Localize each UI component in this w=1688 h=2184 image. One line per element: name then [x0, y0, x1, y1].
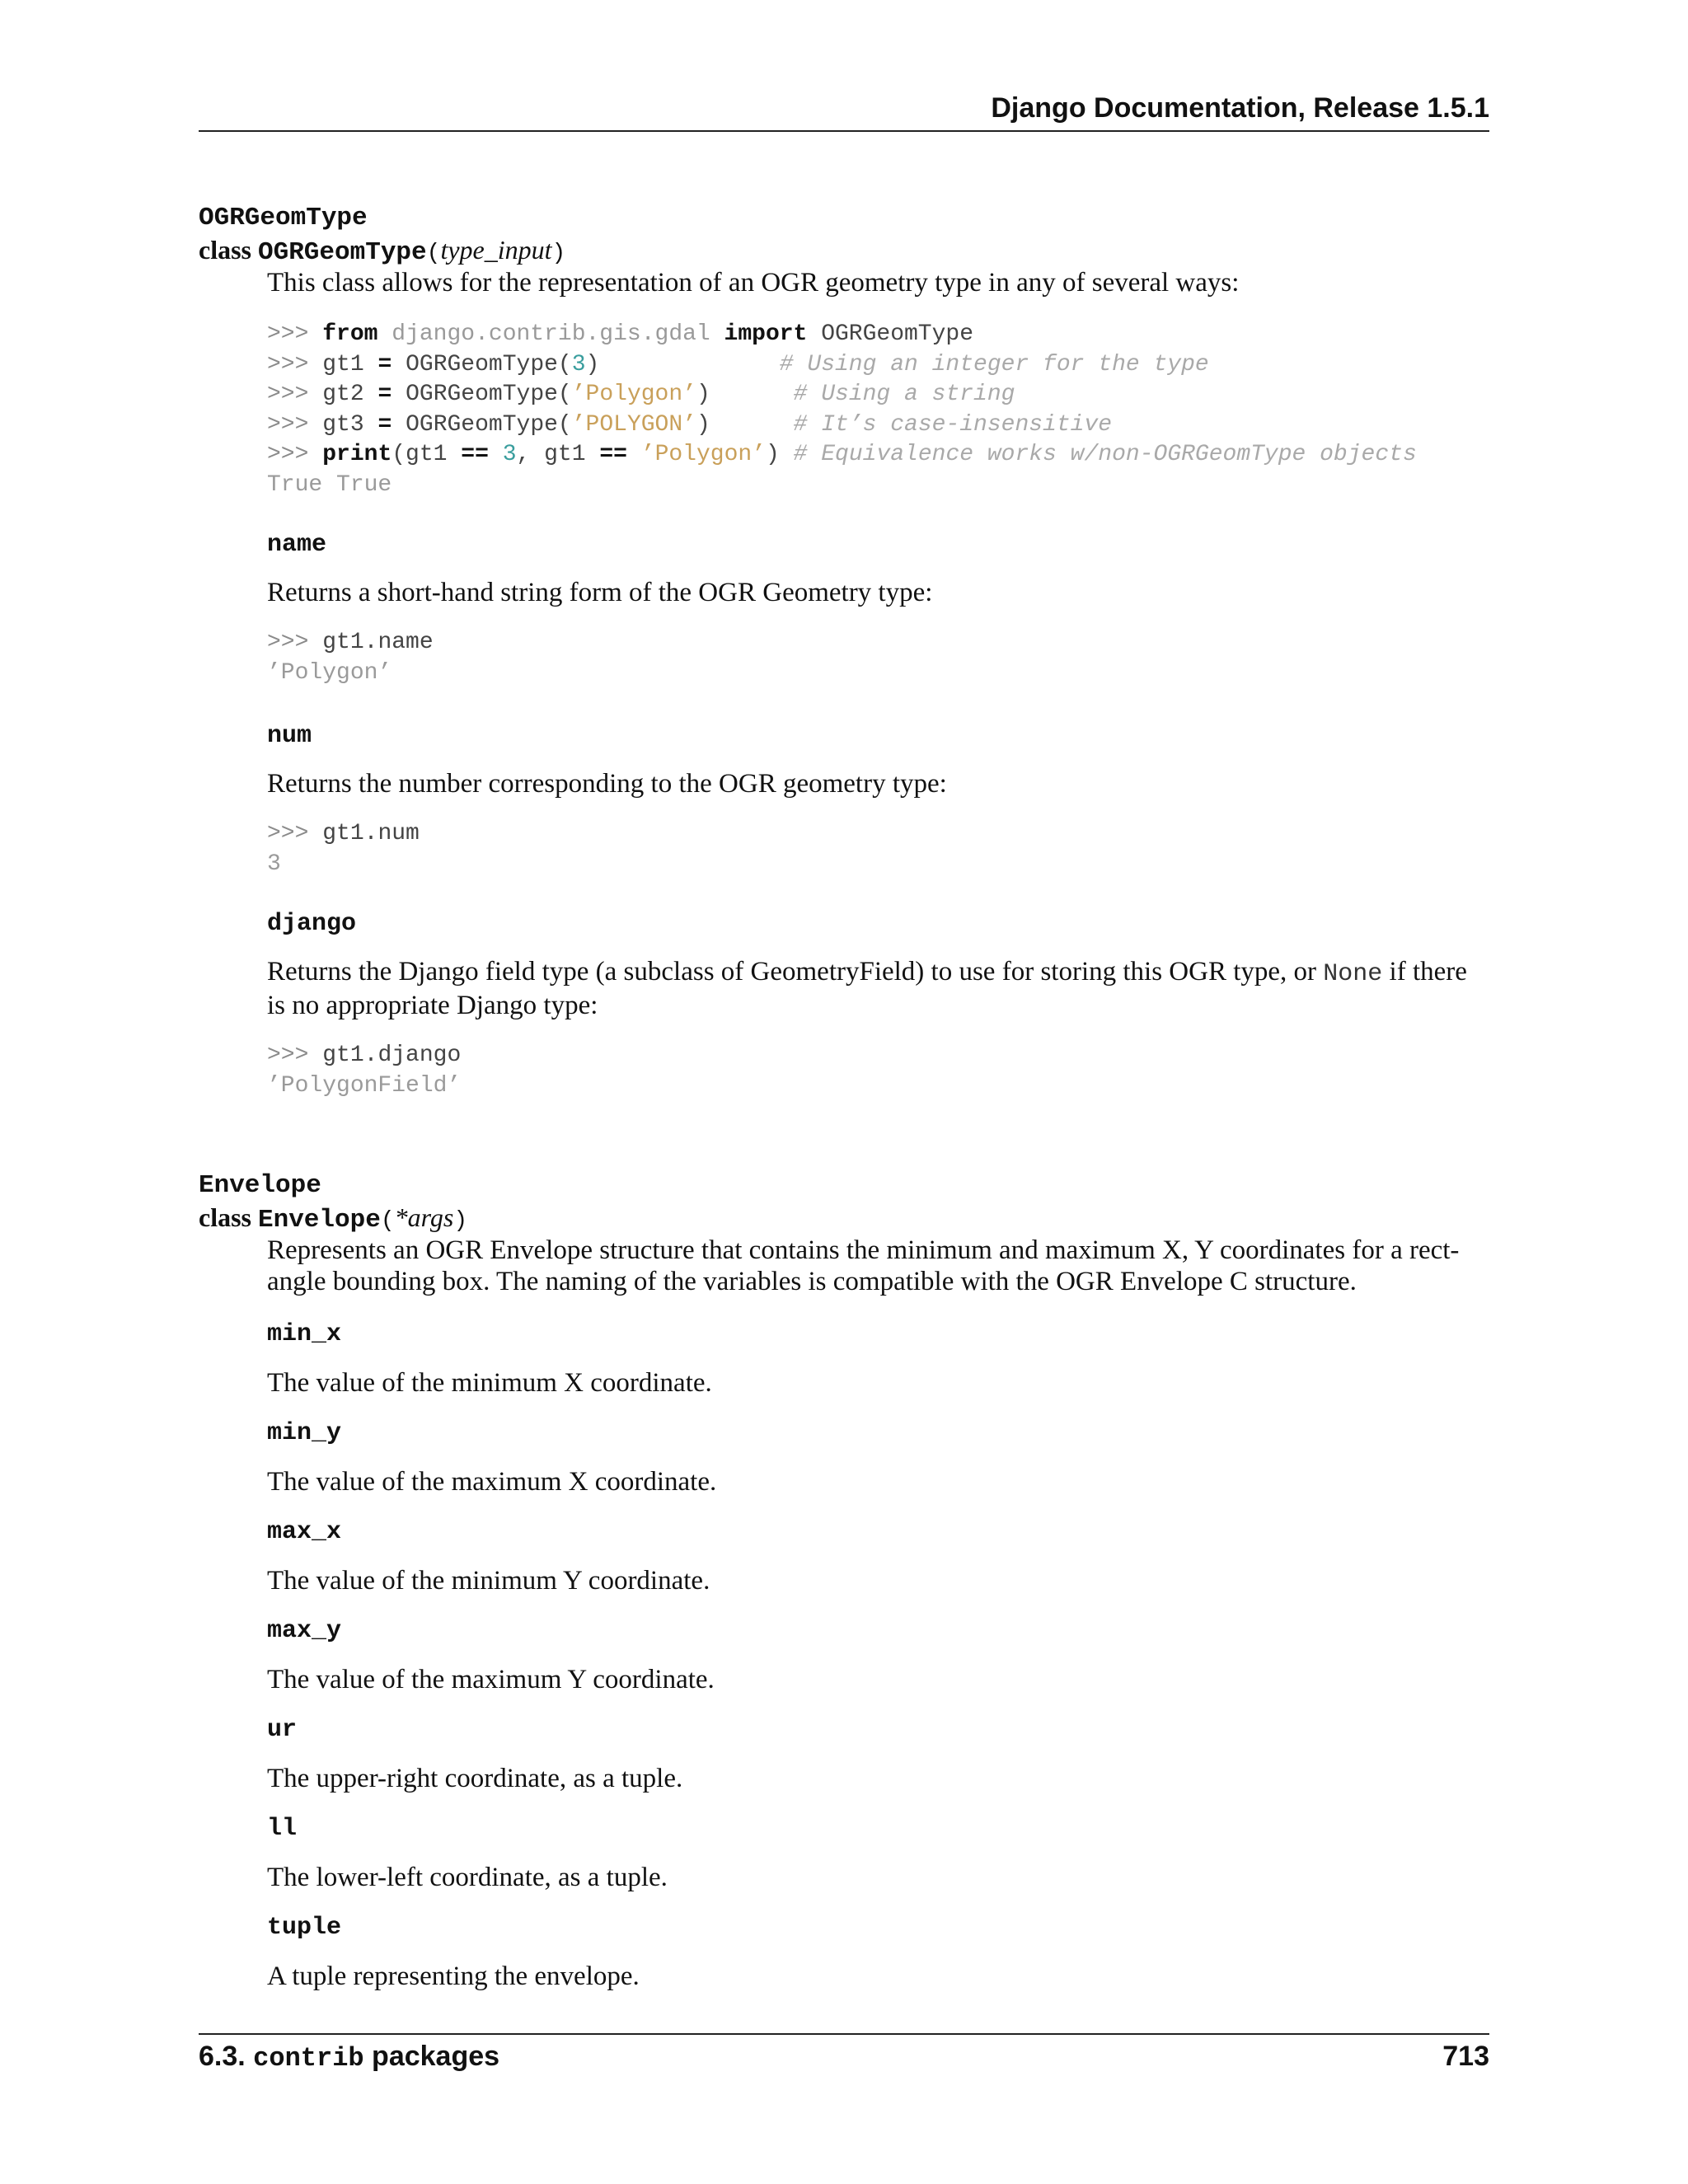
sig-open-paren: (	[426, 241, 441, 266]
attribute-django[interactable]: django	[267, 910, 357, 938]
page-number: 713	[1442, 2041, 1489, 2072]
attribute-min-y-description: The value of the maximum X coordinate.	[267, 1467, 717, 1497]
ogrgeomtype-signature	[199, 233, 565, 270]
attribute-name[interactable]: name	[267, 531, 327, 559]
attribute-django-description: Returns the Django field type (a subclass of GeometryField) to use for storing this OGR type, or None if there is no appropriate Django type:	[267, 957, 1467, 1020]
header-rule	[199, 130, 1489, 132]
document-page	[199, 0, 1489, 2184]
footer-section-title: 6.3. contrib packages	[199, 2041, 500, 2074]
attribute-min-x[interactable]: min_x	[267, 1320, 342, 1348]
attribute-name-description: Returns a short-hand string form of the OGR Geometry type:	[267, 578, 933, 607]
attribute-max-x-description: The value of the minimum Y coordinate.	[267, 1566, 710, 1596]
attribute-ur-description: The upper-right coordinate, as a tuple.	[267, 1764, 683, 1793]
envelope-signature	[199, 1201, 467, 1238]
sig-open-paren: (	[380, 1208, 395, 1234]
attribute-django-code: >>> gt1.django ’PolygonField’	[267, 1043, 462, 1099]
class-name: Envelope	[258, 1206, 381, 1235]
envelope-anchor[interactable]: Envelope	[199, 1171, 321, 1200]
attribute-num-description: Returns the number corresponding to the OGR geometry type:	[267, 769, 947, 799]
attribute-ur[interactable]: ur	[267, 1716, 298, 1744]
ogrgeomtype-anchor[interactable]: OGRGeomType	[199, 204, 368, 232]
attribute-ll-description: The lower-left coordinate, as a tuple.	[267, 1863, 668, 1892]
attribute-name-code: >>> gt1.name ’Polygon’	[267, 630, 434, 686]
attribute-max-x[interactable]: max_x	[267, 1518, 342, 1546]
inline-code-none: None	[1323, 960, 1383, 988]
attribute-tuple-description: A tuple representing the envelope.	[267, 1961, 640, 1991]
footer-rule	[199, 2033, 1489, 2035]
envelope-description: Represents an OGR Envelope structure that contains the minimum and maximum X, Y coordinates for a rect- angle bounding box. The naming of the variables is compatible with the OGR Envelope C structure.	[267, 1235, 1460, 1296]
class-name: OGRGeomType	[258, 238, 427, 267]
ogrgeomtype-code-block: >>> from django.contrib.gis.gdal import OGRGeomType >>> gt1 = OGRGeomType(3) # Using an integer for the type >>> gt2 = OGRGeomType(’Polygon’) # Using a string >>> gt3 = OGRGeomType(’POLYGON’) # It’s case-insensitive >>> print(gt1 == 3, gt1 == ’Polygon’) # Equivalence works w/non-OGRGeomType objects True True	[267, 321, 1417, 498]
sig-close-paren: )	[551, 241, 566, 266]
sig-close-paren: )	[453, 1208, 468, 1234]
attribute-tuple[interactable]: tuple	[267, 1914, 342, 1942]
attribute-min-x-description: The value of the minimum X coordinate.	[267, 1368, 712, 1398]
attribute-min-y[interactable]: min_y	[267, 1419, 342, 1447]
sig-argument: *args	[394, 1202, 454, 1232]
attribute-num[interactable]: num	[267, 722, 312, 750]
attribute-num-code: >>> gt1.num 3	[267, 821, 420, 877]
running-header: Django Documentation, Release 1.5.1	[991, 92, 1489, 124]
class-keyword: class	[199, 1202, 251, 1232]
class-keyword: class	[199, 235, 251, 265]
attribute-max-y-description: The value of the maximum Y coordinate.	[267, 1665, 715, 1694]
ogrgeomtype-description: This class allows for the representation of an OGR geometry type in any of several ways:	[267, 268, 1240, 298]
attribute-max-y[interactable]: max_y	[267, 1617, 342, 1645]
sig-argument: type_input	[440, 235, 552, 265]
attribute-ll[interactable]: ll	[267, 1815, 298, 1843]
